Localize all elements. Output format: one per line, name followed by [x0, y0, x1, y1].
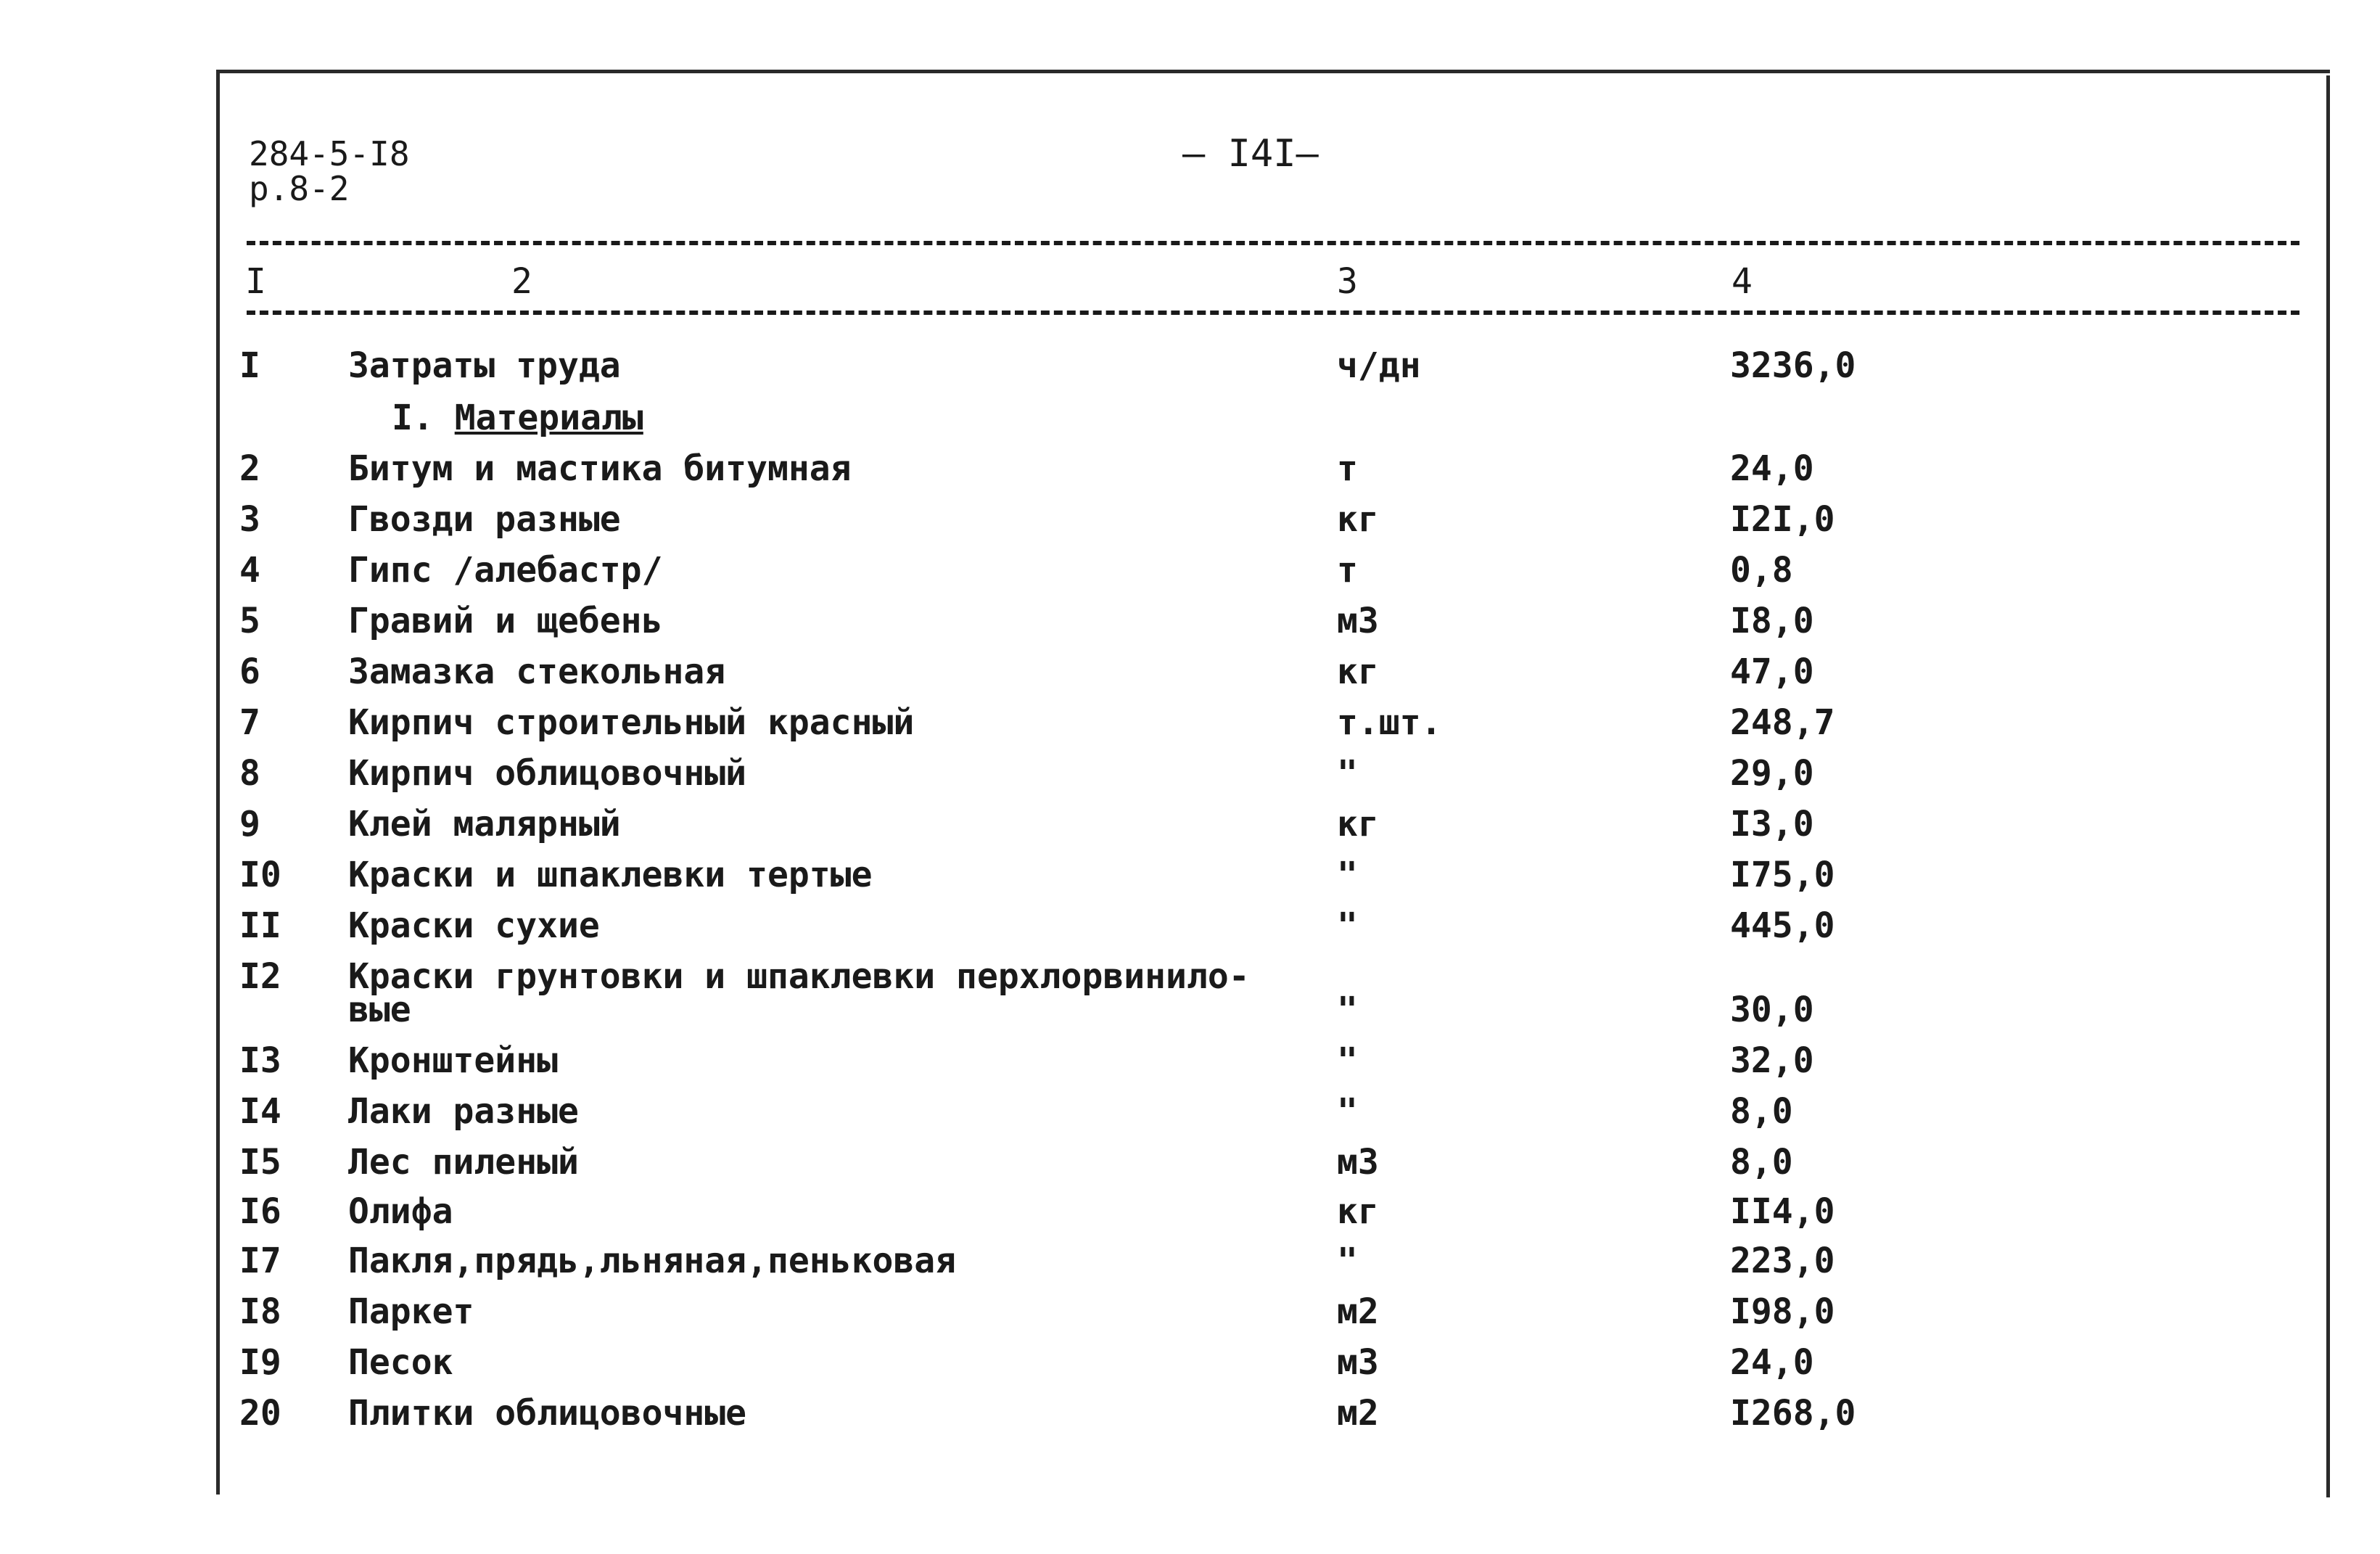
row-name: Гипс /алебастр/ — [348, 550, 663, 591]
row-number: 20 — [239, 1393, 281, 1434]
row-unit: т — [1337, 448, 1358, 489]
row-number: 2 — [239, 448, 260, 489]
row-unit: т.шт. — [1337, 702, 1442, 743]
row-value: I3,0 — [1730, 804, 1814, 844]
section-label: Материалы — [454, 398, 643, 438]
row-value: 445,0 — [1730, 905, 1835, 946]
row-number: I5 — [239, 1142, 281, 1183]
row-value: 29,0 — [1730, 753, 1814, 794]
frame-top-border — [218, 70, 2330, 73]
row-value: 248,7 — [1730, 702, 1835, 743]
row-number: I3 — [239, 1040, 281, 1081]
row-number: 3 — [239, 499, 260, 540]
row-value: 47,0 — [1730, 651, 1814, 692]
row-name: Краски сухие — [348, 905, 600, 946]
row-number: I6 — [239, 1191, 281, 1232]
row-number: 4 — [239, 550, 260, 591]
row-value: I8,0 — [1730, 601, 1814, 641]
column-header-3: 3 — [1337, 261, 1358, 302]
document-code-line2: р.8-2 — [249, 169, 350, 208]
row-unit: " — [1337, 990, 1358, 1030]
row-name: Паркет — [348, 1291, 474, 1332]
row-value: 32,0 — [1730, 1040, 1814, 1081]
row-name: Кирпич облицовочный — [348, 753, 747, 794]
row-value: 3236,0 — [1730, 345, 1856, 386]
row-unit: м2 — [1337, 1393, 1379, 1434]
row-unit: " — [1337, 1040, 1358, 1081]
row-name: Кронштейны — [348, 1040, 558, 1081]
row-unit: " — [1337, 905, 1358, 946]
row-name: Гвозди разные — [348, 499, 621, 540]
row-unit: м3 — [1337, 1342, 1379, 1383]
row-number: I7 — [239, 1241, 281, 1281]
page-number: — I4I— — [1182, 132, 1319, 176]
row-value: I2I,0 — [1730, 499, 1835, 540]
row-value: 8,0 — [1730, 1091, 1793, 1132]
row-number: 5 — [239, 601, 260, 641]
column-header-1: I — [245, 261, 266, 302]
row-value: 24,0 — [1730, 448, 1814, 489]
row-unit: " — [1337, 1091, 1358, 1132]
row-name: Краски грунтовки и шпаклевки перхлорвинило- — [348, 956, 1250, 997]
row-unit: т — [1337, 550, 1358, 591]
frame-left-border — [216, 70, 220, 1495]
row-value: I98,0 — [1730, 1291, 1835, 1332]
row-number: I8 — [239, 1291, 281, 1332]
row-name: Пакля,прядь,льняная,пеньковая — [348, 1241, 957, 1281]
row-name: Гравий и щебень — [348, 601, 663, 641]
document-code — [249, 136, 410, 206]
row-value: 8,0 — [1730, 1142, 1793, 1183]
section-title — [392, 398, 643, 438]
row-number: 8 — [239, 753, 260, 794]
row-name: Плитки облицовочные — [348, 1393, 747, 1434]
row-name: Затраты труда — [348, 345, 621, 386]
table-header-top-rule — [247, 241, 2299, 245]
row-name: Лаки разные — [348, 1091, 579, 1132]
row-name: Олифа — [348, 1191, 453, 1232]
row-name: Песок — [348, 1342, 453, 1383]
table-header-bottom-rule — [247, 311, 2299, 315]
row-unit: кг — [1337, 651, 1379, 692]
row-unit: кг — [1337, 499, 1379, 540]
row-number: 7 — [239, 702, 260, 743]
row-name: Кирпич строительный красный — [348, 702, 915, 743]
row-unit: кг — [1337, 1191, 1379, 1232]
row-value: I268,0 — [1730, 1393, 1856, 1434]
row-unit: м3 — [1337, 1142, 1379, 1183]
row-number: I9 — [239, 1342, 281, 1383]
row-number: II — [239, 905, 281, 946]
row-value: I75,0 — [1730, 855, 1835, 895]
row-number: I — [239, 345, 260, 386]
row-name: Битум и мастика битумная — [348, 448, 852, 489]
row-unit: м2 — [1337, 1291, 1379, 1332]
row-number: I4 — [239, 1091, 281, 1132]
frame-right-border — [2326, 75, 2330, 1497]
row-unit: " — [1337, 753, 1358, 794]
row-name: Краски и шпаклевки тертые — [348, 855, 873, 895]
row-unit: " — [1337, 855, 1358, 895]
row-value: 24,0 — [1730, 1342, 1814, 1383]
row-unit: м3 — [1337, 601, 1379, 641]
row-number: I0 — [239, 855, 281, 895]
row-value: 0,8 — [1730, 550, 1793, 591]
row-number: I2 — [239, 956, 281, 997]
row-unit: " — [1337, 1241, 1358, 1281]
row-value: II4,0 — [1730, 1191, 1835, 1232]
section-number: I. — [392, 398, 434, 438]
row-number: 9 — [239, 804, 260, 844]
row-unit: ч/дн — [1337, 345, 1421, 386]
row-value: 30,0 — [1730, 990, 1814, 1030]
row-name: Лес пиленый — [348, 1142, 579, 1183]
column-header-2: 2 — [511, 261, 532, 302]
row-name: Клей малярный — [348, 804, 621, 844]
row-name: Замазка стекольная — [348, 651, 726, 692]
row-number: 6 — [239, 651, 260, 692]
row-value: 223,0 — [1730, 1241, 1835, 1281]
column-header-4: 4 — [1732, 261, 1753, 302]
row-name-continued: вые — [348, 990, 411, 1030]
document-code-line1: 284-5-I8 — [249, 134, 410, 173]
row-unit: кг — [1337, 804, 1379, 844]
